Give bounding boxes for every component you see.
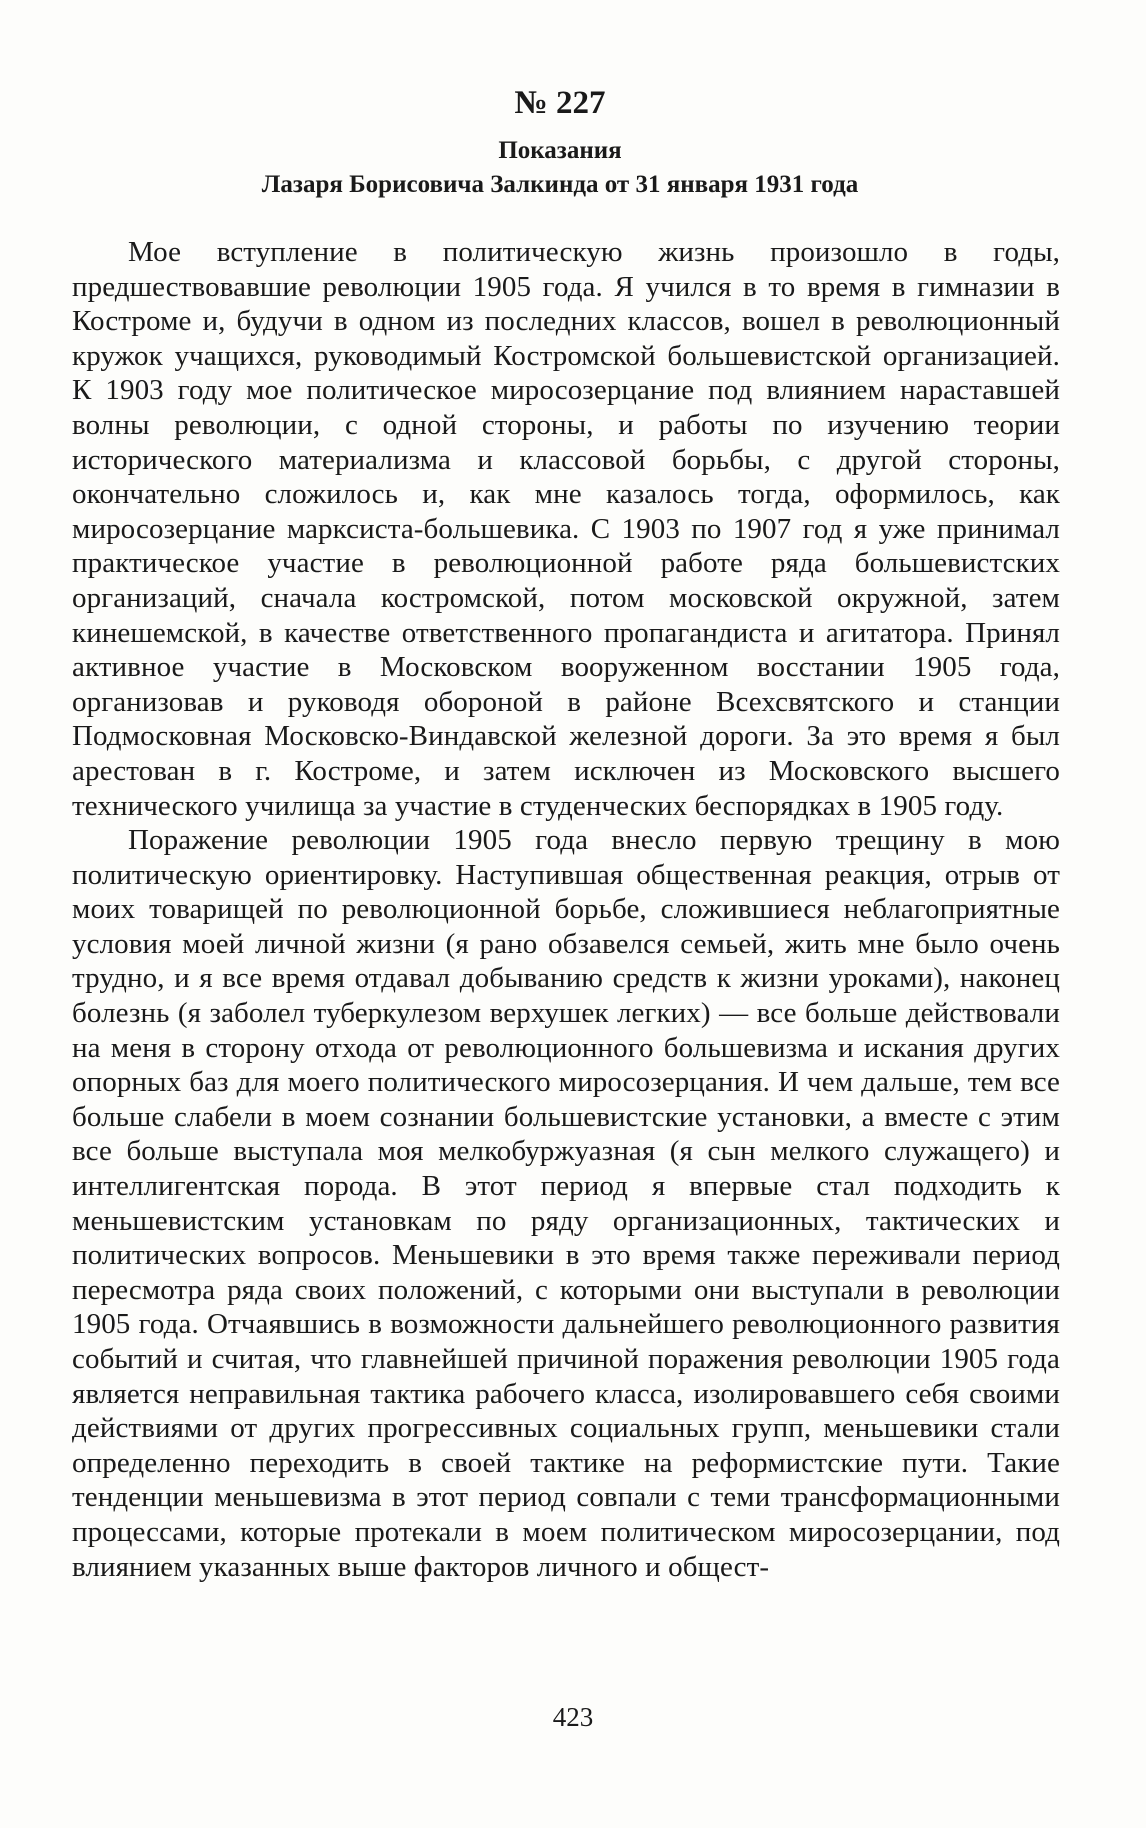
document-number: № 227 [514, 85, 606, 121]
page-number: 423 [552, 1702, 594, 1732]
document-kind: Показания [498, 137, 622, 164]
document-subtitle: Лазаря Борисовича Залкинда от 31 января 1931 года [261, 171, 859, 198]
paragraph: Мое вступление в политическую жизнь произошло в годы, предшествовавшие революции 1905 года. Я учился в то время в гимназии в Костроме и, будучи в одном из последних классов, вошел в революционный кружок учащихся, руководимый Костромской большевистской организацией. К 1903 году мое политическое миросозерцание под влиянием нараставшей волны революции, с одной стороны, и работы по изучению теории исторического материализма и классовой борьбы, с другой стороны, окончательно сложилось и, как мне казалось тогда, оформилось, как миросозерцание марксиста-большевика. С 1903 по 1907 год я уже принимал практическое участие в революционной работе ряда большевистских организаций, сначала костромской, потом московской окружной, затем кинешемской, в качестве ответственного пропагандиста и агитатора. Принял активное участие в Московском вооруженном восстании 1905 года, организовав и руководя обороной в районе Всехсвятского и станции Подмосковная Московско-Виндавской железной дороги. За это время я был арестован в г. Костроме, и затем исключен из Московского высшего технического училища за участие в студенческих беспорядках в 1905 году. [72, 236, 1060, 822]
document-body [72, 235, 1060, 1584]
document-header [60, 82, 1060, 202]
paragraph: Поражение революции 1905 года внесло первую трещину в мою политическую ориентировку. Наступившая общественная реакция, отрыв от моих товарищей по революционной борьбе, сложившиеся неблагоприятные условия моей личной жизни (я рано обзавелся семьей, жить мне было очень трудно, и я все время отдавал добыванию средств к жизни уроками), наконец болезнь (я заболел туберкулезом верхушек легких) — все больше действовали на меня в сторону отхода от революционного большевизма и искания других опорных баз для моего политического миросозерцания. И чем дальше, тем все больше слабели в моем сознании большевистские установки, а вместе с этим все больше выступала моя мелкобуржуазная (я сын мелкого служащего) и интеллигентская порода. В этот период я впервые стал подходить к меньшевистским установкам по ряду организационных, тактических и политических вопросов. Меньшевики в это время также переживали период пересмотра ряда своих положений, с которыми они выступали в революции 1905 года. Отчаявшись в возможности дальнейшего революционного развития событий и считая, что главнейшей причиной поражения революции 1905 года является неправильная тактика рабочего класса, изолировавшего себя своими действиями от других прогрессивных социальных групп, меньшевики стали определенно переходить в своей тактике на реформистские пути. Такие тенденции меньшевизма в этот период совпали с теми трансформационными процессами, которые протекали в моем политическом миросозерцании, под влиянием указанных выше факторов личного и общест- [72, 824, 1060, 1583]
